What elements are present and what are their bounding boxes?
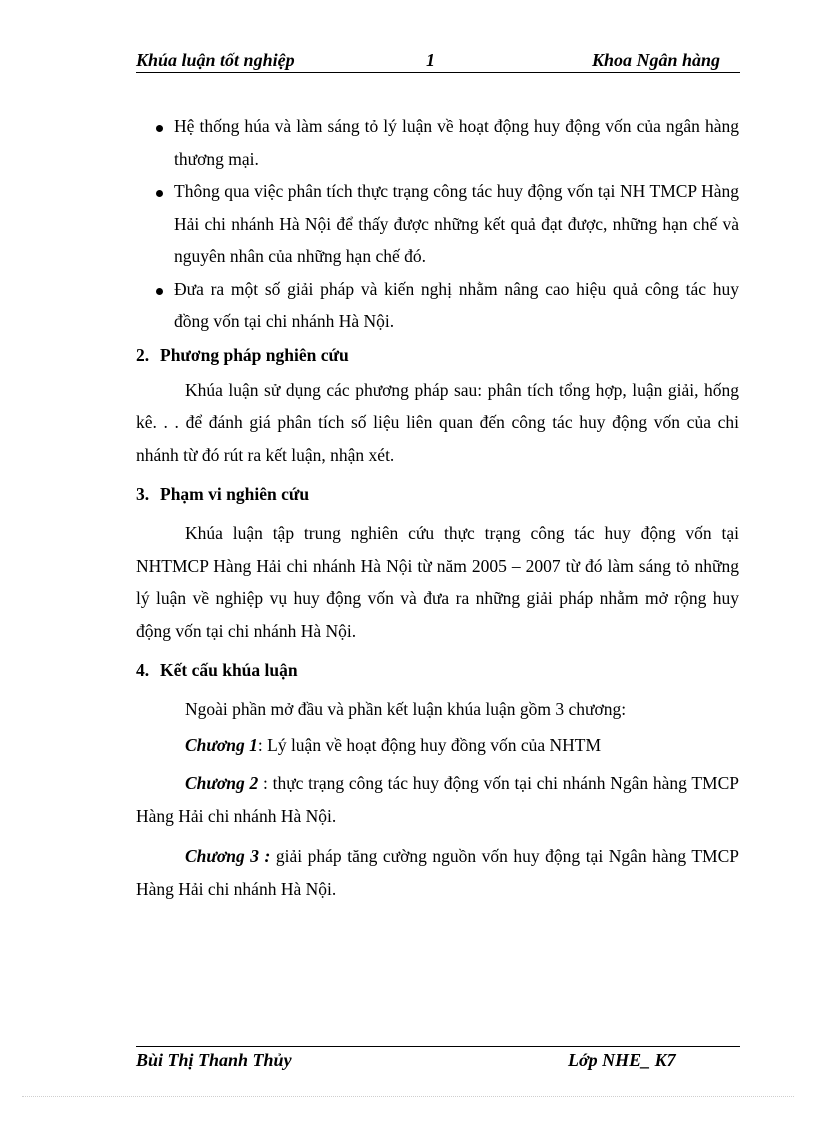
bullet-dot-icon [156,190,163,197]
list-item: Đưa ra một số giải pháp và kiến nghị nhằm nâng cao hiệu quả công tác huy đồng vốn tại chi nhánh Hà Nội. [136,273,739,338]
section-text-scope: Khúa luận tập trung nghiên cứu thực trạng công tác huy động vốn tại NHTMCP Hàng Hải chi nhánh Hà Nội từ năm 2005 – 2007 từ đó làm sáng tỏ những lý luận về nghiệp vụ huy động vốn và đưa ra những giải pháp nhằm mở rộng huy động vốn tại chi nhánh Hà Nội. [136,523,739,641]
page-bottom-divider [22,1096,794,1097]
chapter-2: Chương 2 : thực trạng công tác huy động vốn tại chi nhánh Ngân hàng TMCP Hàng Hải chi nhánh Hà Nội. [136,773,739,826]
footer-class: Lớp NHE_ K7 [568,1050,676,1070]
page-footer [136,1046,740,1071]
section-heading-structure: 4. Kết cấu khúa luận [136,660,298,680]
document-body [136,110,739,905]
page-header [136,50,740,73]
bullet-dot-icon [156,125,163,132]
list-item: Thông qua việc phân tích thực trạng công tác huy động vốn tại NH TMCP Hàng Hải chi nhánh Hà Nội để thấy được những kết quả đạt được, những hạn chế và nguyên nhân của những hạn chế đó. [136,175,739,273]
section-text-methods: Khúa luận sử dụng các phương pháp sau: phân tích tổng hợp, luận giải, hống kê. . . để đánh giá phân tích số liệu liên quan đến công tác huy động vốn của chi nhánh từ đó rút ra kết luận, nhận xét. [136,379,739,465]
header-faculty-label: Khoa Ngân hàng [591,50,720,70]
list-item: Hệ thống húa và làm sáng tỏ lý luận về hoạt động huy động vốn của ngân hàng thương mại. [136,110,739,175]
bullet-dot-icon [156,288,163,295]
section-heading-scope: 3. Phạm vi nghiên cứu [136,484,310,504]
section-heading-methods: 2. Phương pháp nghiên cứu [136,344,349,365]
chapter-1: Chương 1: Lý luận về hoạt động huy đồng vốn của NHTM [185,735,602,755]
footer-author: Bùi Thị Thanh Thủy [136,1050,292,1070]
header-page-number: 1 [426,50,435,70]
chapter-3: Chương 3 : giải pháp tăng cường nguồn vốn huy động tại Ngân hàng TMCP Hàng Hải chi nhánh Hà Nội. [136,846,740,899]
structure-intro: Ngoài phần mở đầu và phần kết luận khúa luận gồm 3 chương: [185,699,627,719]
objectives-list [136,110,739,338]
header-thesis-label: Khúa luận tốt nghiệp [136,50,295,70]
